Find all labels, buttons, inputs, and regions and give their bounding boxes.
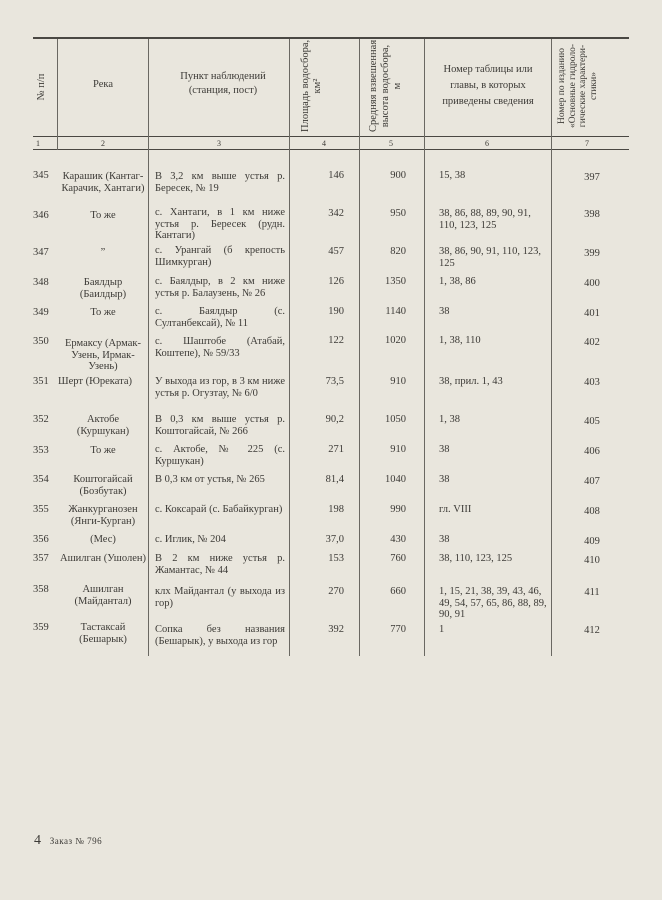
row-publication-number: 399 [584, 248, 600, 259]
row-point: клх Майдантал (у выхода из гор) [155, 586, 285, 609]
row-publication-number: 397 [584, 172, 600, 183]
row-point: с. Коксарай (с. Бабайкурган) [155, 504, 283, 515]
header-col2: Река [93, 79, 113, 90]
row-area: 81,4 [325, 474, 344, 485]
row-publication-number: 405 [584, 416, 600, 427]
row-publication-number: 412 [584, 625, 600, 636]
column-number: 1 [36, 139, 40, 148]
row-point: Сопка без названия (Бешарык), у выхода из гор [155, 624, 285, 647]
row-number: 354 [33, 474, 49, 485]
row-area: 457 [328, 246, 344, 257]
order-label: Заказ № 796 [49, 836, 103, 846]
row-area: 153 [328, 553, 344, 564]
row-publication-number: 402 [584, 337, 600, 348]
row-river: То же [90, 210, 116, 221]
row-publication-number: 411 [584, 587, 600, 598]
row-area: 342 [328, 208, 344, 219]
row-elevation: 1140 [385, 306, 406, 317]
row-number: 347 [33, 247, 49, 258]
row-publication-number: 403 [584, 377, 600, 388]
column-number: 2 [101, 139, 105, 148]
row-number: 350 [33, 336, 49, 347]
header-col7-line4: стики» [588, 72, 599, 100]
header-col6: Номер таблицы или главы, в которых приведены сведения [442, 64, 534, 107]
row-tables: 1, 15, 21, 38, 39, 43, 46, 49, 54, 57, 65, 86, 88, 89, 90, 91 [439, 586, 547, 620]
header-col5 [368, 40, 404, 132]
col-divider [424, 39, 425, 656]
row-publication-number: 398 [584, 209, 600, 220]
row-number: 348 [33, 277, 49, 288]
column-number: 7 [585, 139, 589, 148]
row-area: 126 [328, 276, 344, 287]
row-river: Баялдыр (Баилдыр) [79, 277, 127, 300]
row-tables: 38 [439, 534, 450, 545]
row-tables: гл. VIII [439, 504, 472, 515]
row-elevation: 910 [390, 444, 406, 455]
row-point: В 2 км ниже устья р. Жамантас, № 44 [155, 553, 285, 576]
row-point: с. Урангай (б крепость Шимкурган) [155, 245, 285, 268]
row-point: с. Шаштобе (Атабай, Коштепе), № 59/33 [155, 336, 285, 359]
row-point: с. Иглик, № 204 [155, 534, 226, 545]
top-rule [33, 37, 629, 39]
row-tables: 38, 110, 123, 125 [439, 553, 513, 564]
header-col3: Пункт наблюдений (станция, пост) [180, 71, 266, 96]
row-elevation: 1040 [385, 474, 406, 485]
row-publication-number: 410 [584, 555, 600, 566]
header-col5-line3: м [392, 82, 403, 90]
row-publication-number: 409 [584, 536, 600, 547]
row-publication-number: 401 [584, 308, 600, 319]
header-col4-line2: км² [312, 78, 323, 94]
row-number: 359 [33, 622, 49, 633]
row-number: 357 [33, 553, 49, 564]
row-number: 345 [33, 170, 49, 181]
row-river: Тастаксай (Бешарык) [79, 622, 127, 645]
row-area: 392 [328, 624, 344, 635]
row-point: с. Баялдыр (с. Султанбексай), № 11 [155, 306, 285, 329]
row-tables: 15, 38 [439, 170, 466, 181]
page-number: 4 [34, 833, 41, 848]
row-river: То же [90, 445, 116, 456]
row-tables: 1 [439, 624, 445, 635]
row-tables: 38 [439, 474, 450, 485]
header-col7-line2: «Основные гидроло- [567, 43, 578, 129]
row-elevation: 910 [390, 376, 406, 387]
col-divider [551, 39, 552, 656]
row-tables: 38, 86, 90, 91, 110, 123, 125 [439, 246, 541, 269]
row-river: Ашилган (Майдантал) [74, 584, 132, 607]
row-tables: 1, 38 [439, 414, 460, 425]
row-area: 190 [328, 306, 344, 317]
row-river: Карашик (Кантаг-Карачик, Хантаги) [61, 171, 145, 194]
row-tables: 38 [439, 306, 450, 317]
row-number: 355 [33, 504, 49, 515]
row-area: 73,5 [325, 376, 344, 387]
row-river: Актобе (Куршукан) [76, 414, 130, 437]
row-river: Жанкурганозен (Янги-Курган) [68, 504, 138, 527]
header-col7-line3: гические характери- [578, 44, 588, 128]
row-number: 353 [33, 445, 49, 456]
row-elevation: 1050 [385, 414, 406, 425]
header-col4-line1: Площадь водосбора, [300, 39, 311, 132]
row-number: 358 [33, 584, 49, 595]
row-point: В 0,3 км от устья, № 265 [155, 474, 265, 485]
row-point: с. Хантаги, в 1 км ниже устья р. Бересек (рудн. Кантаги) [155, 207, 285, 241]
row-area: 37,0 [325, 534, 344, 545]
row-number: 352 [33, 414, 49, 425]
page-footer [34, 833, 102, 849]
row-river: Ермаксу (Армак-Узень, Ирмак-Узень) [65, 338, 141, 372]
column-number: 5 [389, 139, 393, 148]
row-area: 270 [328, 586, 344, 597]
row-river: „ [100, 241, 106, 252]
row-area: 271 [328, 444, 344, 455]
header-bottom-rule [33, 136, 629, 137]
row-elevation: 770 [390, 624, 406, 635]
row-area: 146 [328, 170, 344, 181]
row-point: В 0,3 км выше устья р. Коштогайсай, № 266 [155, 414, 285, 437]
column-number: 3 [217, 139, 221, 148]
row-number: 349 [33, 307, 49, 318]
row-elevation: 1020 [385, 335, 406, 346]
row-publication-number: 400 [584, 278, 600, 289]
row-area: 90,2 [325, 414, 344, 425]
row-number: 346 [33, 210, 49, 221]
header-col5-line1: Средняя взвешенная [368, 39, 379, 132]
row-publication-number: 408 [584, 506, 600, 517]
row-elevation: 660 [390, 586, 406, 597]
header-col7-line1: Номер по изданию [557, 48, 567, 124]
row-river: Шерт (Юреката) [58, 376, 132, 387]
row-tables: 1, 38, 110 [439, 335, 481, 346]
row-publication-number: 406 [584, 446, 600, 457]
row-publication-number: 407 [584, 476, 600, 487]
row-point: с. Актобе, № 225 (с. Куршукан) [155, 444, 285, 467]
col-divider [359, 39, 360, 656]
row-elevation: 950 [390, 208, 406, 219]
col-divider [148, 39, 149, 656]
row-number: 351 [33, 376, 49, 387]
row-tables: 1, 38, 86 [439, 276, 476, 287]
row-tables: 38, прил. 1, 43 [439, 376, 503, 387]
row-river: (Мес) [90, 534, 116, 545]
row-number: 356 [33, 534, 49, 545]
row-river: То же [90, 307, 116, 318]
colnum-bottom-rule [33, 149, 629, 150]
header-col1: № п/п [36, 73, 47, 101]
row-area: 122 [328, 335, 344, 346]
row-elevation: 760 [390, 553, 406, 564]
col-divider [57, 39, 58, 150]
row-point: В 3,2 км выше устья р. Бересек, № 19 [155, 171, 285, 194]
row-point: У выхода из гор, в 3 км ниже устья р. Огузтау, № 6/0 [155, 376, 285, 399]
row-elevation: 990 [390, 504, 406, 515]
header-col4 [300, 40, 324, 132]
header-col7 [557, 40, 599, 132]
row-point: с. Баялдыр, в 2 км ниже устья р. Балаузень, № 26 [155, 276, 285, 299]
row-tables: 38 [439, 444, 450, 455]
row-elevation: 900 [390, 170, 406, 181]
row-area: 198 [328, 504, 344, 515]
row-elevation: 430 [390, 534, 406, 545]
row-river: Ашилган (Ушолен) [60, 553, 146, 564]
row-tables: 38, 86, 88, 89, 90, 91, 110, 123, 125 [439, 208, 531, 231]
column-number: 6 [485, 139, 489, 148]
row-elevation: 1350 [385, 276, 406, 287]
column-number: 4 [322, 139, 326, 148]
row-elevation: 820 [390, 246, 406, 257]
header-col5-line2: высота водосбора, [380, 44, 391, 128]
row-river: Коштогайсай (Бозбутак) [73, 474, 133, 497]
